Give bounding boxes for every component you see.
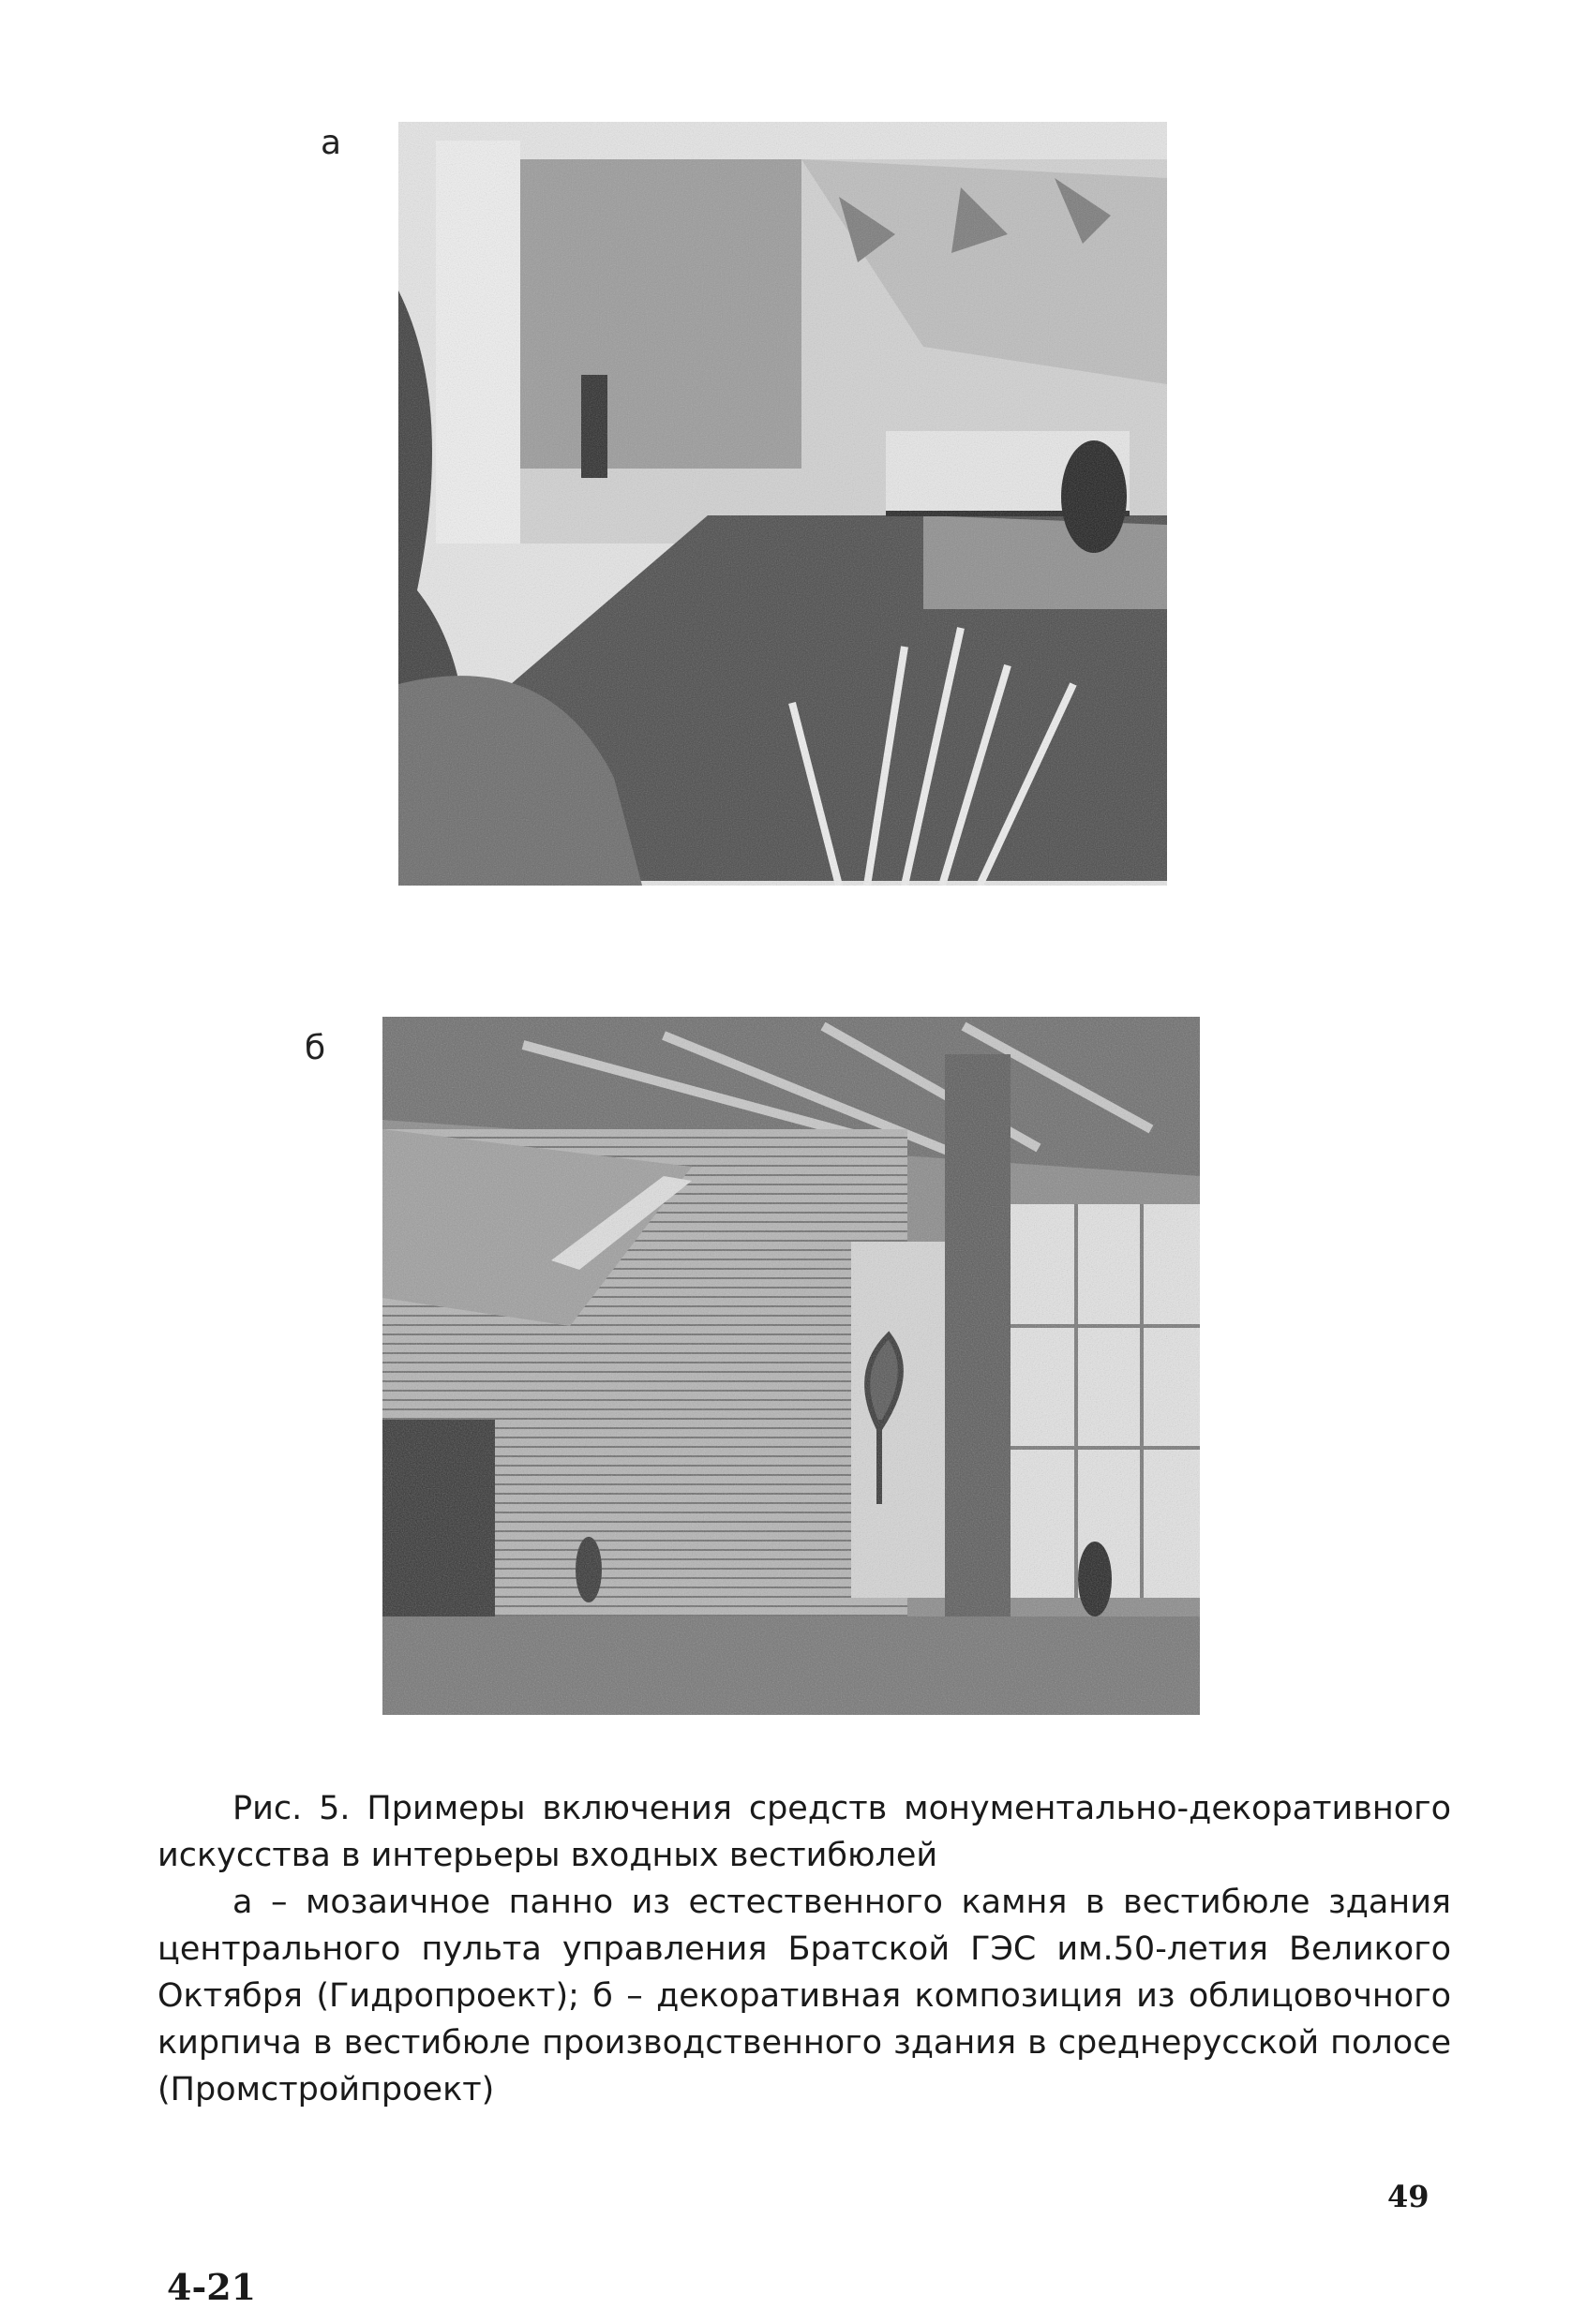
caption-title: Рис. 5. Примеры включения средств монументально-декоративного искусства в интерьеры входных вестибюлей: [157, 1790, 1451, 1874]
photo-mosaic-vestibule: [398, 122, 1167, 886]
page-number: 49: [1387, 2179, 1430, 2214]
caption-body: а – мозаичное панно из естественного камня в вестибюле здания центрального пульта управления Братской ГЭС им.50-летия Великого Октября (Гидропроект); б – декоративная композиция из облицовочного кирпича в вестибюле производственного здания в среднерусской полосе (Промстройпроект): [157, 1884, 1451, 2108]
sheet-signature: 4-21: [167, 2266, 257, 2308]
figure-caption: [157, 1785, 1451, 2113]
panel-a-label: а: [321, 124, 342, 162]
panel-b-label: б: [305, 1029, 326, 1067]
photo-brick-vestibule: [382, 1017, 1200, 1715]
